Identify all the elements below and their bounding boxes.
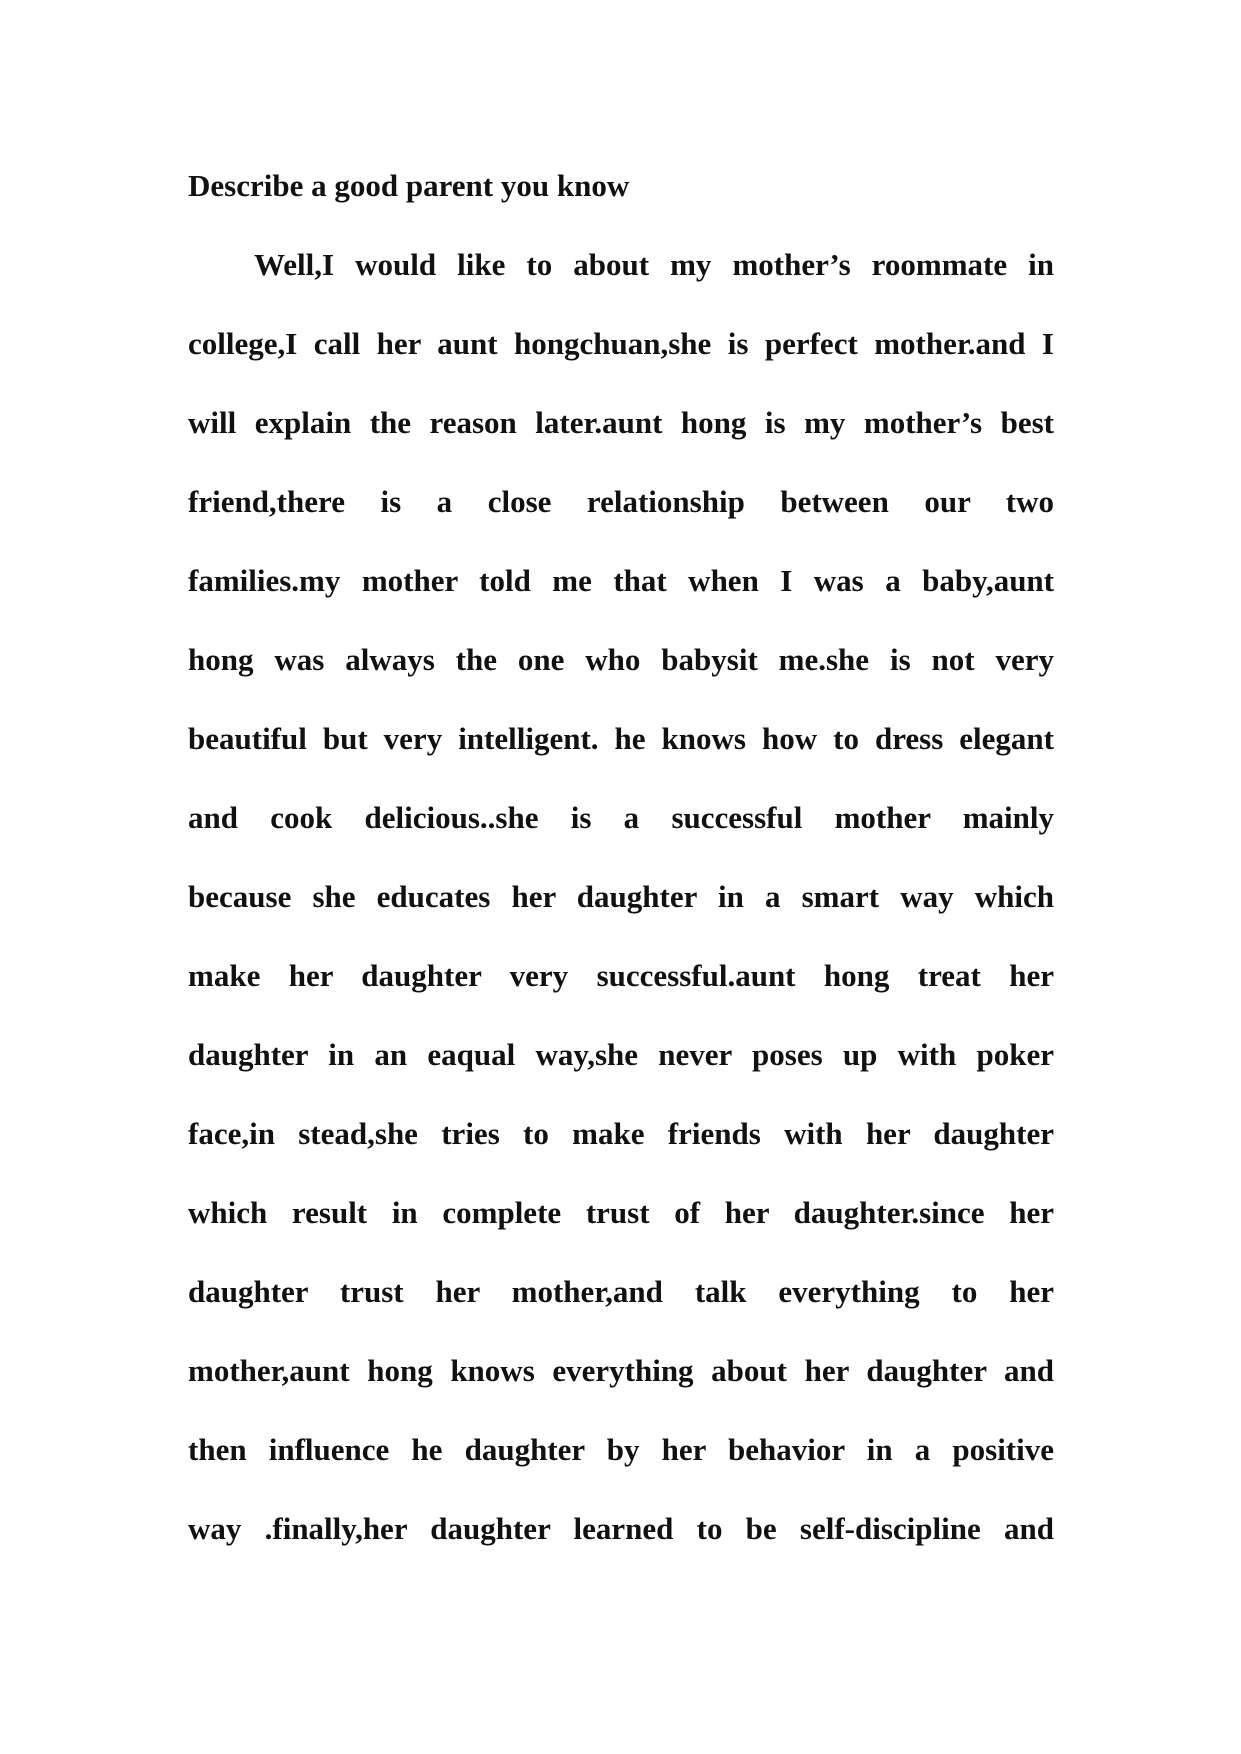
text-line: face,in stead,she tries to make friends with her daughter	[188, 1116, 1054, 1151]
text-line: daughter trust her mother,and talk everything to her	[188, 1274, 1054, 1309]
text-line: way .finally,her daughter learned to be self-discipline and	[188, 1511, 1054, 1546]
text-line: Well,I would like to about my mother’s roommate in	[254, 247, 1054, 282]
text-line: and cook delicious..she is a successful mother mainly	[188, 800, 1054, 835]
document-title: Describe a good parent you know	[188, 168, 630, 203]
document-content	[188, 166, 1054, 1588]
text-line: beautiful but very intelligent. he knows how to dress elegant	[188, 721, 1054, 756]
text-line: hong was always the one who babysit me.she is not very	[188, 642, 1054, 677]
text-line: friend,there is a close relationship between our two	[188, 484, 1054, 519]
text-line: mother,aunt hong knows everything about her daughter and	[188, 1353, 1054, 1388]
text-line: daughter in an eaqual way,she never poses up with poker	[188, 1037, 1054, 1072]
text-line: college,I call her aunt hongchuan,she is perfect mother.and I	[188, 326, 1054, 361]
text-line: make her daughter very successful.aunt hong treat her	[188, 958, 1054, 993]
text-line: will explain the reason later.aunt hong is my mother’s best	[188, 405, 1054, 440]
text-line: because she educates her daughter in a smart way which	[188, 879, 1054, 914]
text-line: families.my mother told me that when I was a baby,aunt	[188, 563, 1054, 598]
text-line: which result in complete trust of her daughter.since her	[188, 1195, 1054, 1230]
essay-body	[188, 245, 1054, 1588]
text-line: then influence he daughter by her behavior in a positive	[188, 1432, 1054, 1467]
